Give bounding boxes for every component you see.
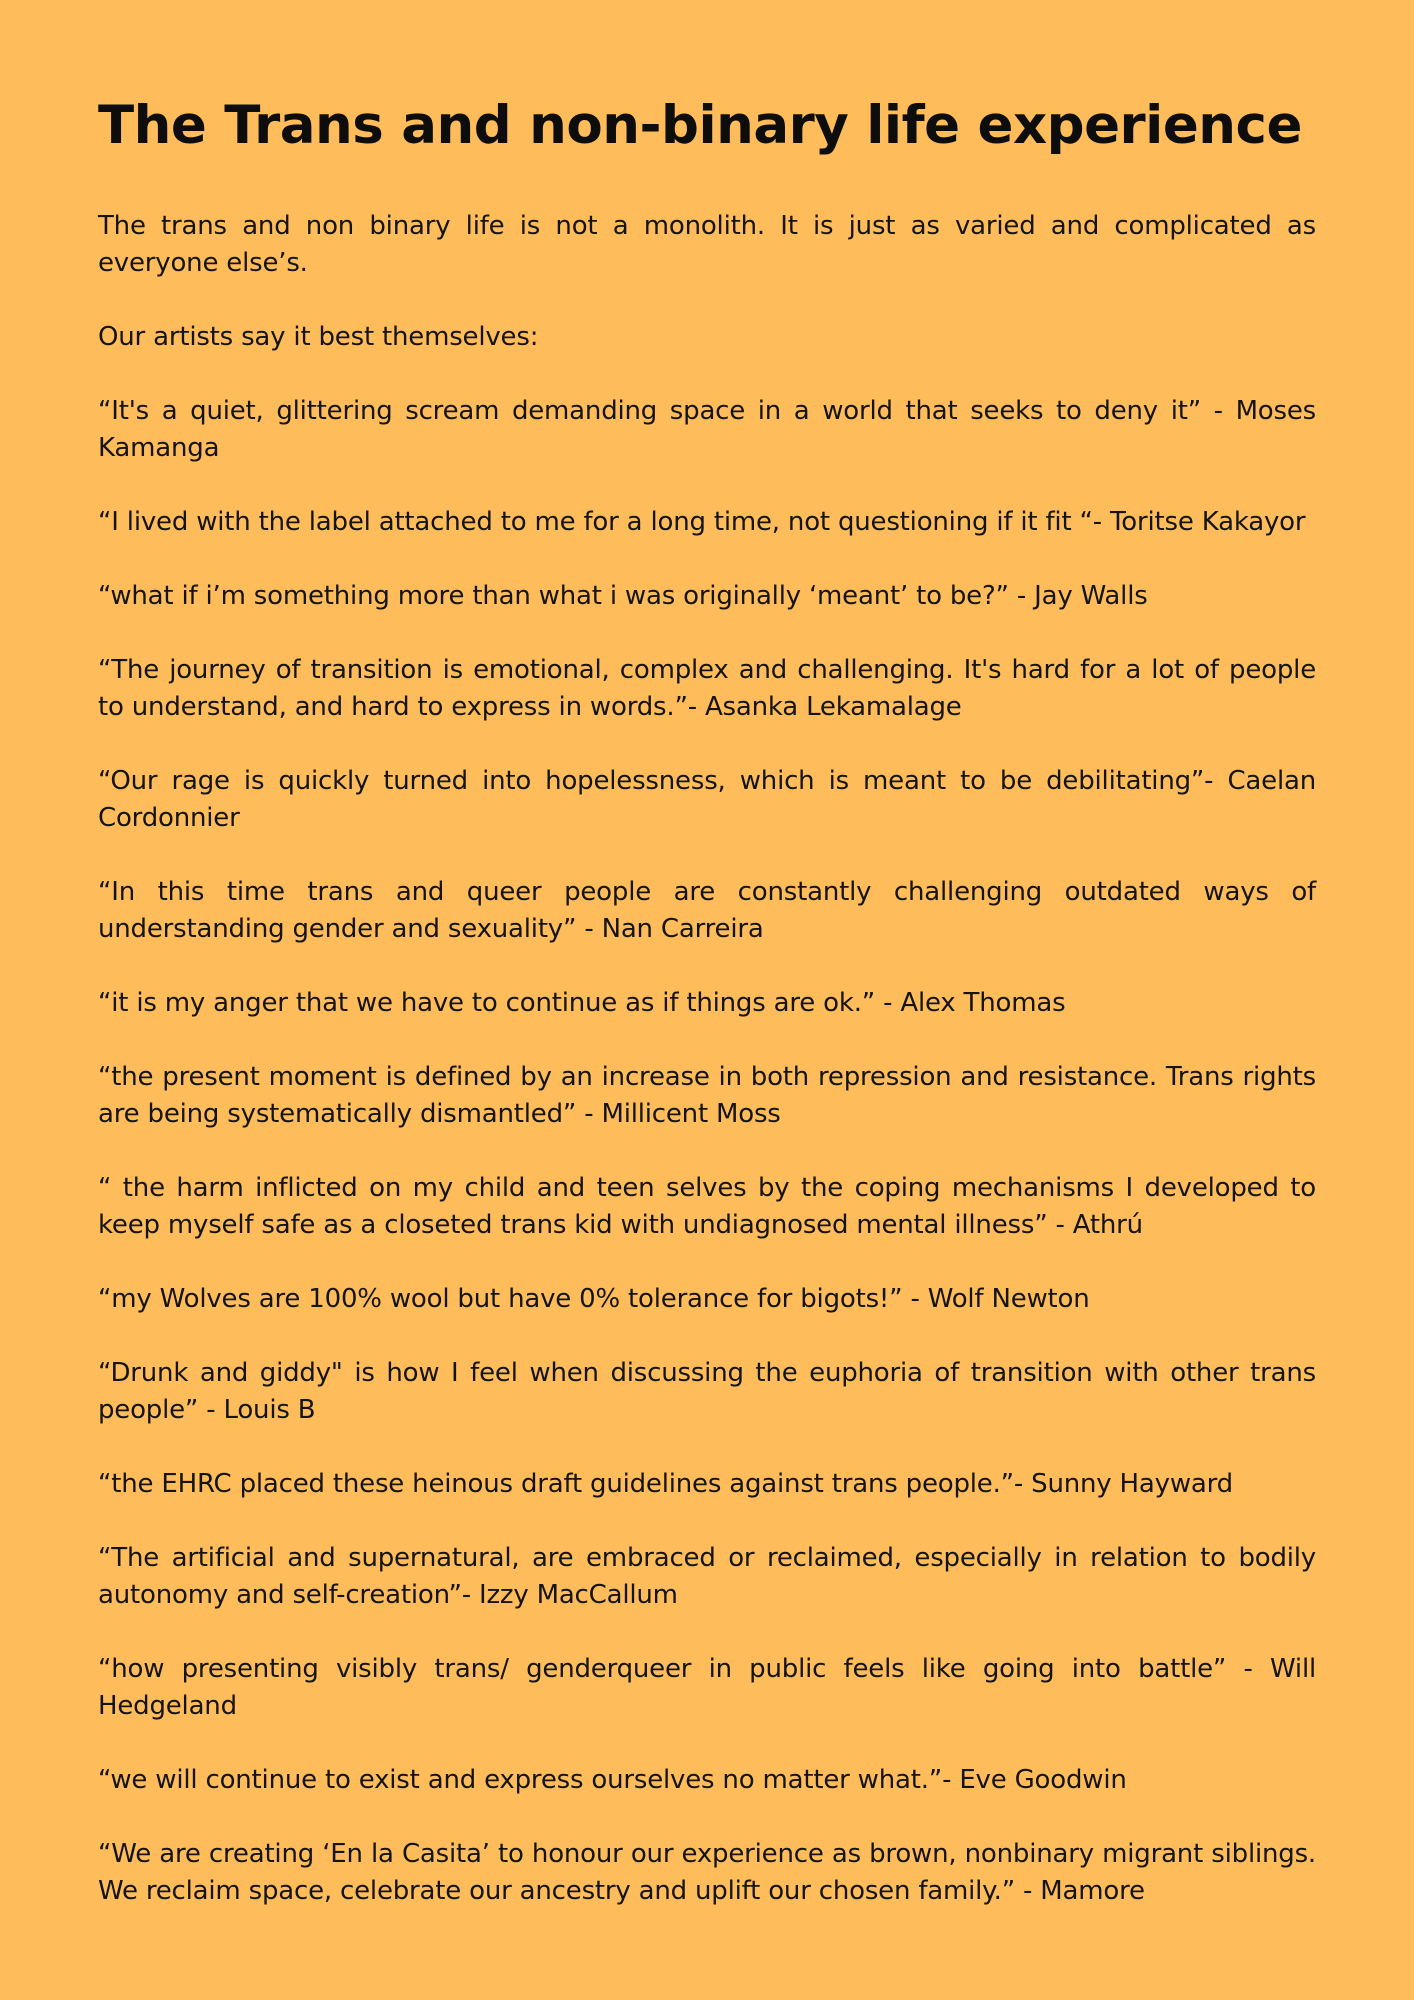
quote-paragraph: “the EHRC placed these heinous draft guidelines against trans people.”- Sunny Hayward (98, 1469, 1233, 1499)
intro-paragraph: The trans and non binary life is not a monolith. It is just as varied and complicated as everyone else’s. (98, 211, 1316, 278)
quote-paragraph: “The artificial and supernatural, are embraced or reclaimed, especially in relation to bodily autonomy and self-creation”- Izzy MacCallum (98, 1543, 1316, 1610)
quote-paragraph: “what if i’m something more than what i was originally ‘meant’ to be?” - Jay Walls (98, 581, 1148, 611)
quote-paragraph: “We are creating ‘En la Casita’ to honour our experience as brown, nonbinary migrant siblings. We reclaim space, celebrate our ancestry and uplift our chosen family.” - Mamore (98, 1839, 1316, 1906)
quote-paragraph: “the present moment is defined by an increase in both repression and resistance. Trans rights are being systematically dismantled” - Millicent Moss (98, 1062, 1316, 1129)
quote-paragraph: “Our rage is quickly turned into hopelessness, which is meant to be debilitating”- Caelan Cordonnier (98, 766, 1316, 833)
page-title: The Trans and non-binary life experience (98, 95, 1302, 156)
quote-paragraph: “In this time trans and queer people are constantly challenging outdated ways of understanding gender and sexuality” - Nan Carreira (98, 877, 1316, 944)
document-body (98, 88, 1316, 1947)
quote-paragraph: “It's a quiet, glittering scream demanding space in a world that seeks to deny it” - Moses Kamanga (98, 396, 1316, 463)
quote-paragraph: “I lived with the label attached to me for a long time, not questioning if it fit “- Toritse Kakayor (98, 507, 1306, 537)
quote-paragraph: “ the harm inflicted on my child and teen selves by the coping mechanisms I developed to keep myself safe as a closeted trans kid with undiagnosed mental illness” - Athrú (98, 1173, 1316, 1240)
quote-paragraph: “The journey of transition is emotional, complex and challenging. It's hard for a lot of people to understand, and hard to express in words.”- Asanka Lekamalage (98, 655, 1316, 722)
quote-paragraph: “my Wolves are 100% wool but have 0% tolerance for bigots!” - Wolf Newton (98, 1284, 1090, 1314)
lead-in-paragraph: Our artists say it best themselves: (98, 322, 539, 352)
quote-paragraph: “how presenting visibly trans/ genderqueer in public feels like going into battle” - Will Hedgeland (98, 1654, 1316, 1721)
quote-paragraph: “we will continue to exist and express ourselves no matter what.”- Eve Goodwin (98, 1765, 1127, 1795)
quote-paragraph: “Drunk and giddy" is how I feel when discussing the euphoria of transition with other trans people” - Louis B (98, 1358, 1316, 1425)
quote-paragraph: “it is my anger that we have to continue as if things are ok.” - Alex Thomas (98, 988, 1066, 1018)
